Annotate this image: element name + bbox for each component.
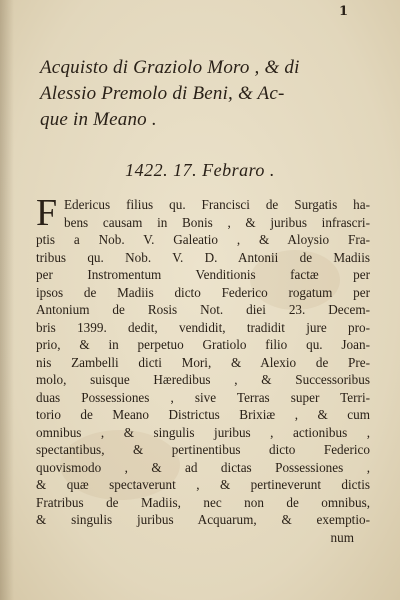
body-line: tribus qu. Nob. V. D. Antonii de Madiis [36, 249, 370, 265]
body-line: num [330, 529, 354, 545]
body-line: torio de Meano Districtus Brixiæ , & cum [36, 407, 370, 422]
page-edge-shadow [0, 0, 14, 600]
body-line: ptis a Nob. V. Galeatio , & Aloysio Fra- [36, 232, 370, 247]
body-line: bris 1399. dedit, vendidit, tradidit jure pro- [36, 319, 370, 335]
body-line: bens causam in Bonis , & juribus infrascri- [64, 214, 370, 230]
body-line: & singulis juribus Acquarum, & exemptio- [36, 512, 370, 527]
body-line: per Instromentum Venditionis factæ per [36, 267, 370, 282]
body-line: & quæ spectaverunt , & pertineverunt dictis [36, 477, 370, 492]
body-line: ipsos de Madiis dicto Federico rogatum per [36, 284, 370, 300]
body-line: nis Zambelli dicti Mori, & Alexio de Pre- [36, 354, 370, 370]
body-line: quovismodo , & ad dictas Possessiones , [36, 459, 370, 475]
body-line: duas Possessiones , sive Terras super Terri- [36, 389, 370, 405]
body-line: molo, suisque Hæredibus , & Successoribus [36, 372, 370, 387]
page-number: 1 [338, 4, 348, 19]
drop-cap: F [36, 192, 58, 234]
body-text [36, 192, 370, 546]
title-line: que in Meano . [40, 109, 157, 130]
title-line: Alessio Premolo di Beni, & Ac- [40, 83, 285, 104]
title-line: Acquisto di Graziolo Moro , & di [40, 57, 300, 78]
body-line: prio, & in perpetuo Gratiolo filio qu. Joan- [36, 337, 370, 352]
body-line: Edericus filius qu. Francisci de Surgatis ha- [64, 197, 370, 212]
document-date: 1422. 17. Febraro . [125, 160, 275, 180]
body-line: omnibus , & singulis juribus , actionibus , [36, 424, 370, 440]
body-line: spectantibus, & pertinentibus dicto Federico [36, 442, 370, 457]
body-line: Fratribus de Madiis, nec non de omnibus, [36, 494, 370, 510]
document-title [40, 55, 380, 133]
body-line: Antonium de Rosis Not. diei 23. Decem- [36, 302, 370, 317]
